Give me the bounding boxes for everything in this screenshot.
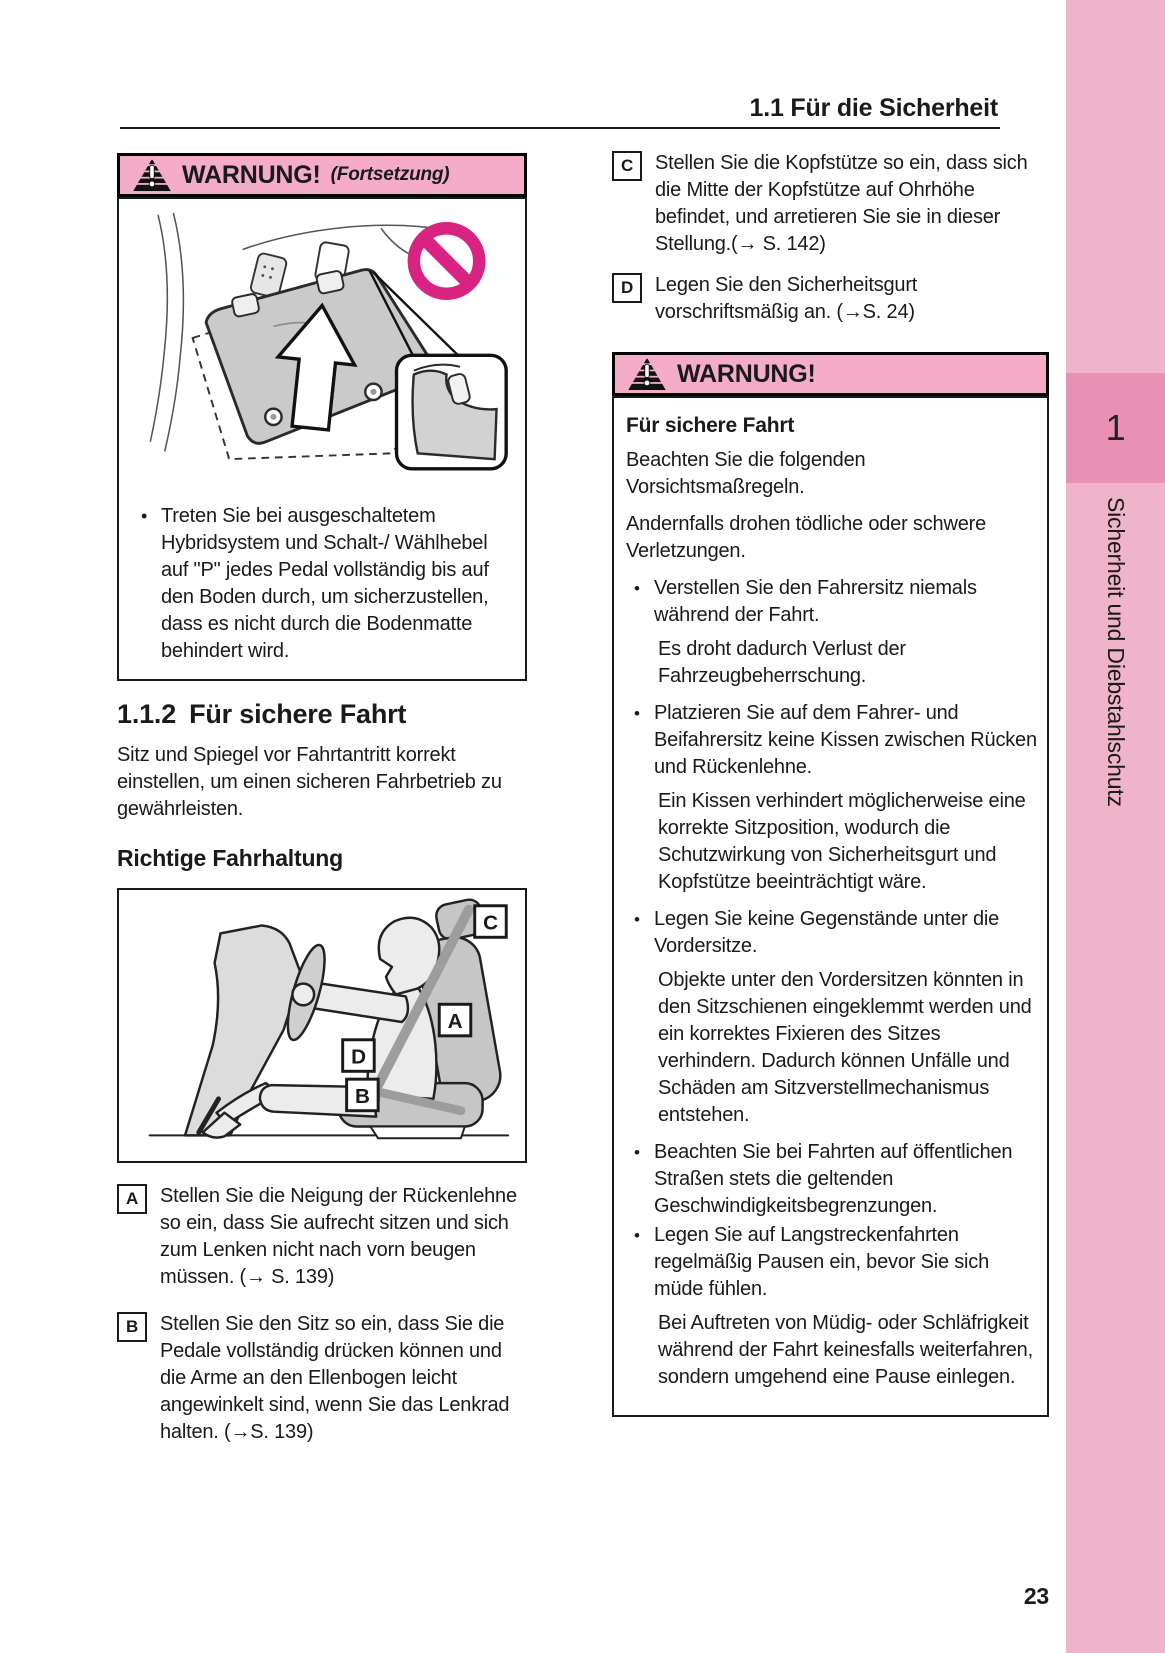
warning-title: WARNUNG! (677, 359, 816, 388)
warning-paragraph: Andernfalls drohen tödliche oder schwere Verletzungen. (626, 513, 986, 562)
warning-body (117, 197, 527, 681)
warning-bullet: • Beachten Sie bei Fahrten auf öffentlichen Straßen stets die geltenden Geschwindigkeitsbegrenzungen. (624, 1139, 1037, 1220)
page-number: 23 (1023, 1583, 1049, 1609)
page-title: 1.1 Für die Sicherheit (749, 94, 998, 122)
no-entry-icon (414, 228, 479, 293)
item-d-text: Legen Sie den Sicherheitsgurt vorschriftsmäßig an. (→S. 24) (655, 274, 918, 323)
warning-box-continued (117, 153, 527, 681)
item-c-text: Stellen Sie die Kopfstütze so ein, dass sich die Mitte der Kopfstütze auf Ohrhöhe befindet, und arretieren Sie sie in dieser Stellung.(→ S. 142) (655, 152, 1028, 255)
left-column (117, 153, 527, 1446)
right-column (612, 150, 1049, 1417)
warning-subnote: Ein Kissen verhindert möglicherweise eine korrekte Sitzposition, wodurch die Schutzwirkung von Sicherheitsgurt und Kopfstütze beeinträchtigt wäre. (658, 790, 1026, 893)
section-intro: Sitz und Spiegel vor Fahrtantritt korrekt einstellen, um einen sicheren Fahrbetrieb zu gewährleisten. (117, 744, 502, 820)
warning-header (117, 153, 527, 197)
posture-subheading: Richtige Fahrhaltung (117, 845, 344, 871)
warning-header (612, 352, 1049, 396)
chapter-number: 1 (1105, 407, 1126, 448)
marker-d: D (612, 273, 642, 303)
warning-bullet-text: Treten Sie bei ausgeschaltetem Hybridsystem und Schalt-/ Wählhebel auf "P" jedes Pedal vollständig bis auf den Boden durch, um sicherzustellen, dass es nicht durch die Bodenmatte behindert wird. (161, 505, 489, 662)
chapter-tab (1066, 373, 1165, 483)
header-divider (120, 127, 1000, 129)
warning-box-safe-driving (612, 352, 1049, 1417)
list-item-d (612, 272, 1049, 326)
item-b-text: Stellen Sie den Sitz so ein, dass Sie die Pedale vollständig drücken können und die Arme an den Ellenbogen leicht angewinkelt sind, wenn Sie das Lenkrad halten. (→S. 139) (160, 1313, 510, 1443)
item-a-text: Stellen Sie die Neigung der Rückenlehne so ein, dass Sie aufrecht sitzen und sich zum Lenken nicht nach vorn beugen müssen. (→ S. 139) (160, 1185, 517, 1288)
warning-bullet: • Legen Sie keine Gegenstände unter die Vordersitze. (624, 906, 1037, 960)
warning-body (612, 396, 1049, 1417)
list-item-b (117, 1311, 527, 1446)
section-title: Für sichere Fahrt (189, 699, 407, 729)
label-a: A (447, 1009, 463, 1033)
label-b: B (355, 1084, 370, 1108)
marker-a: A (117, 1184, 147, 1214)
marker-c: C (612, 151, 642, 181)
warning-title: WARNUNG! (182, 160, 321, 189)
seat-base (370, 1126, 465, 1138)
warning-subnote: Objekte unter den Vordersitzen könnten in den Sitzschienen eingeklemmt werden und ein korrektes Fixieren des Sitzes verhindern. Dadurch können Unfälle und Schäden am Sitzverstellmechanismus entstehen. (658, 969, 1032, 1126)
warning-triangle-icon (132, 158, 172, 192)
warning-subnote: Es droht dadurch Verlust der Fahrzeugbeherrschung. (658, 638, 906, 687)
floor-mat-illustration (129, 211, 515, 493)
warning-topic: Für sichere Fahrt (626, 414, 795, 437)
warning-bullet: • Legen Sie auf Langstreckenfahrten regelmäßig Pausen ein, bevor Sie sich müde fühlen. (624, 1222, 1037, 1303)
chapter-title-vertical: Sicherheit und Diebstahlschutz (1103, 497, 1129, 807)
seating-posture-illustration (117, 888, 527, 1163)
warning-subtitle: (Fortsetzung) (330, 164, 450, 185)
section-number: 1.1.2 (117, 699, 177, 729)
label-c: C (483, 911, 498, 935)
label-d: D (351, 1045, 366, 1069)
warning-triangle-icon (627, 357, 667, 391)
chapter-sidebar (1066, 0, 1165, 1653)
marker-b: B (117, 1312, 147, 1342)
warning-bullet: • Verstellen Sie den Fahrersitz niemals während der Fahrt. (624, 575, 1037, 629)
warning-bullet-item (129, 503, 515, 665)
mat-corner-inset (397, 355, 507, 468)
section-heading (117, 699, 527, 730)
list-item-c (612, 150, 1049, 258)
warning-bullet: • Platzieren Sie auf dem Fahrer- und Beifahrersitz keine Kissen zwischen Rücken und Rückenlehne. (624, 700, 1037, 781)
list-item-a (117, 1183, 527, 1291)
warning-subnote: Bei Auftreten von Müdig- oder Schläfrigkeit während der Fahrt keinesfalls weiterfahren, sondern umgehend eine Pause einlegen. (658, 1312, 1033, 1388)
warning-paragraph: Beachten Sie die folgenden Vorsichtsmaßregeln. (626, 449, 866, 498)
